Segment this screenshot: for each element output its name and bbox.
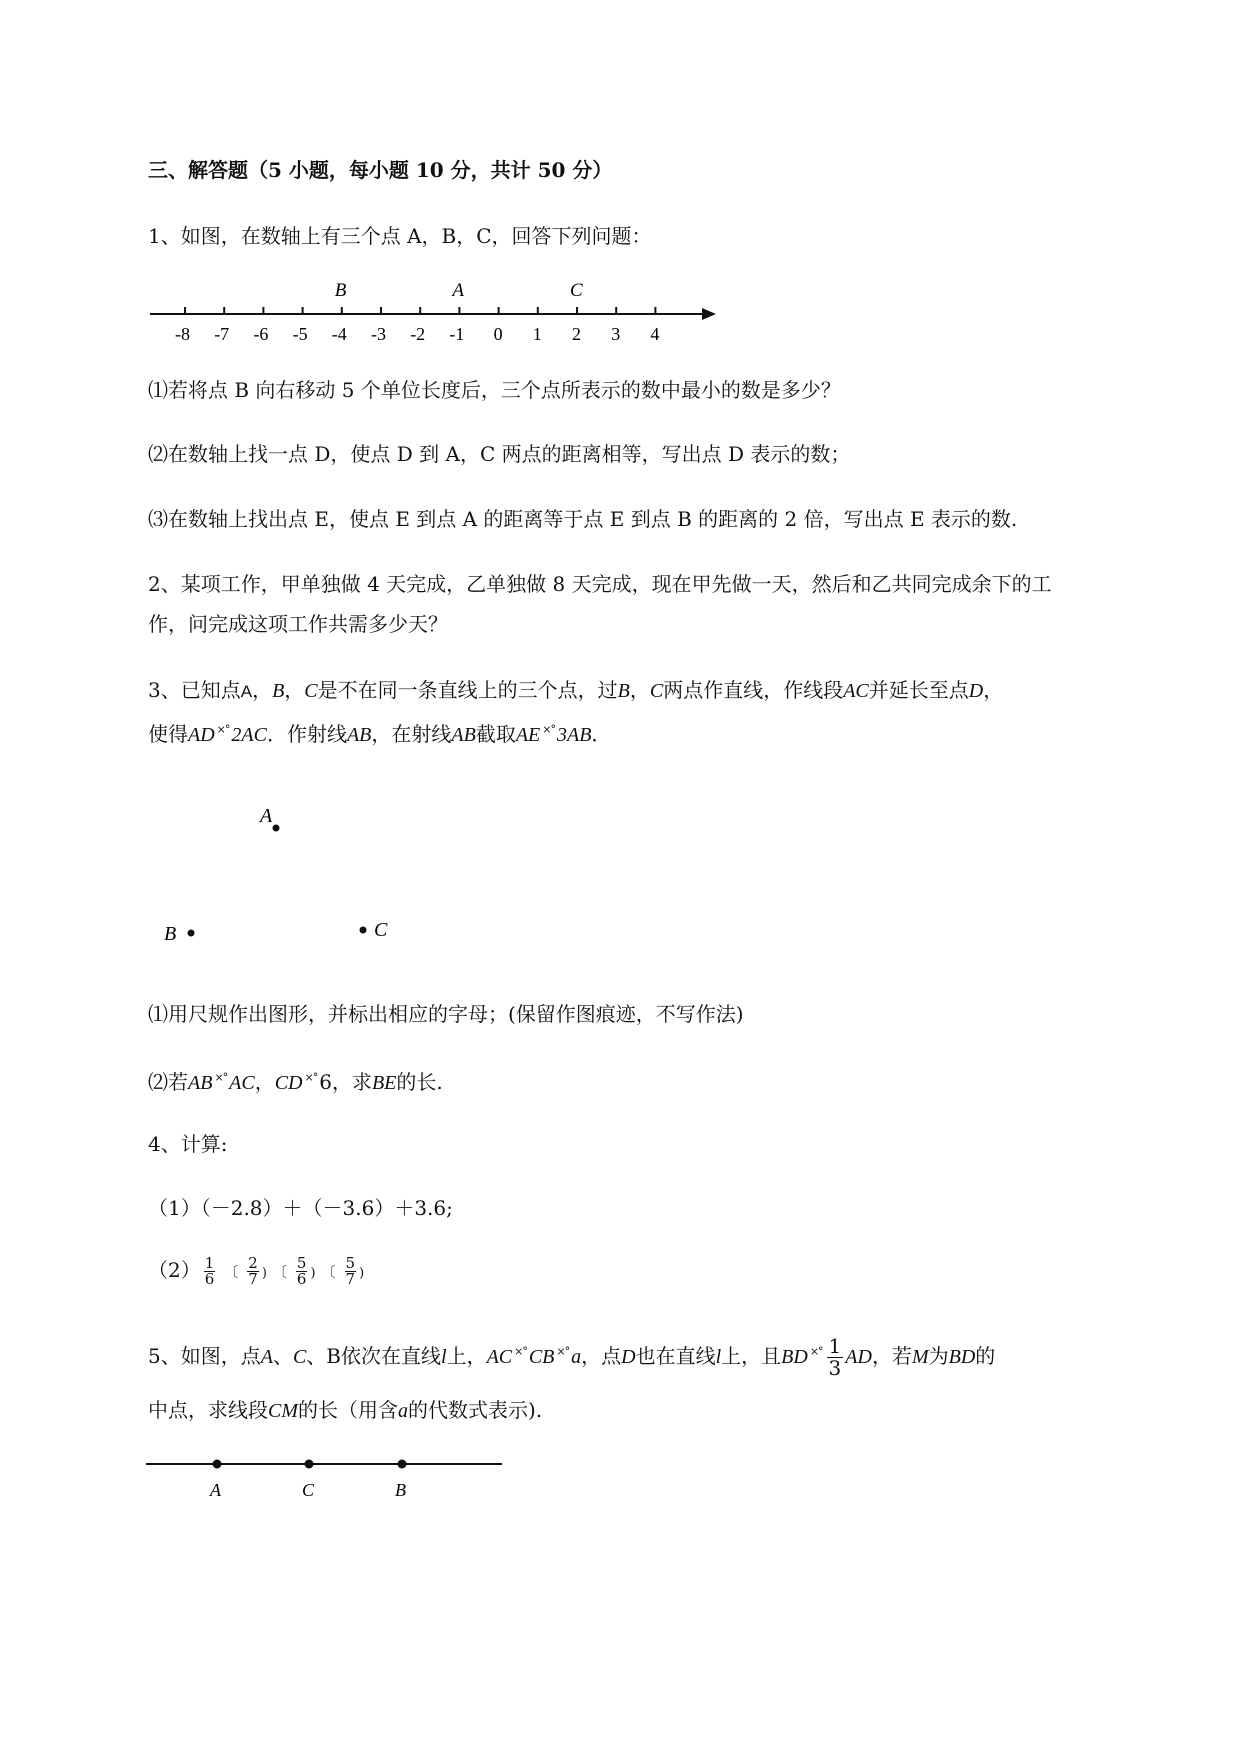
point-label-c: C	[374, 919, 388, 941]
fraction-one-third: $\frac{1}{3}$	[828, 1334, 842, 1380]
q2-line1: 2、某项工作，甲单独做 4 天完成，乙单独做 8 天完成，现在甲先做一天，然后和乙共同完成余下的工	[148, 572, 1052, 596]
arrow-icon	[702, 308, 716, 320]
point-c	[305, 1460, 314, 1469]
q1-number-line	[140, 280, 740, 346]
q4-stem: 4、计算:	[148, 1132, 228, 1156]
label-a: A	[210, 1480, 221, 1500]
tick-label: -6	[253, 324, 269, 344]
q4-part2: （2） $\frac{1}{6}$ 〔 $\frac{2}{7}$ ) 〔 $\frac{5}{6}$ ) 〔 $\frac{5}{7}$ )	[148, 1254, 365, 1288]
point-a	[213, 1460, 222, 1469]
tick-label: -7	[214, 324, 230, 344]
q1-part3: ⑶在数轴上找出点 E，使点 E 到点 A 的距离等于点 E 到点 B 的距离的 2 倍，写出点 E 表示的数.	[148, 507, 1018, 531]
q2-line2: 作，问完成这项工作共需多少天？	[148, 612, 448, 636]
tick-label: -8	[175, 324, 190, 344]
label-c: C	[302, 1480, 315, 1500]
q3-line2: 使得AD ×° 2AC．作射线AB，在射线AB截取AE ×° 3AB．	[148, 722, 612, 746]
tick-label: 3	[611, 324, 621, 344]
q1-stem: 1、如图，在数轴上有三个点 A，B，C，回答下列问题：	[148, 224, 652, 248]
tick-label: 0	[493, 324, 503, 344]
tick-label: -4	[331, 324, 347, 344]
point-label-a: A	[260, 805, 273, 827]
tick-label: -1	[449, 324, 465, 344]
tick-label: -3	[371, 324, 386, 344]
q3-part1: ⑴用尺规作出图形，并标出相应的字母；(保留作图痕迹，不写作法)	[148, 1002, 744, 1026]
q5-line2: 中点，求线段CM的长（用含a的代数式表示).	[148, 1398, 543, 1422]
bracket-glyph: 〔	[321, 1265, 336, 1281]
q5-line1: 5、如图，点A、C、B依次在直线l上，AC ×° CB ×° a，点D也在直线l上，且BD ×° $\frac{1}{3}$ AD，若M为BD的	[148, 1334, 996, 1380]
label-b: B	[395, 1480, 406, 1500]
tick-label: 4	[650, 324, 660, 344]
point-label-c: C	[570, 280, 583, 301]
point-b	[188, 930, 195, 937]
tick-label: -5	[292, 324, 308, 344]
point-label-a: A	[452, 280, 465, 301]
fraction: $\frac{2}{7}$	[248, 1254, 258, 1288]
point-label-b: B	[164, 923, 177, 945]
point-label-b: B	[334, 280, 347, 301]
bracket-glyph: 〔	[272, 1265, 287, 1281]
q4-part1: （1）（－2.8）＋（－3.6）＋3.6;	[148, 1196, 453, 1220]
point-a	[273, 825, 280, 832]
q3-line1: 3、已知点A，B，C是不在同一条直线上的三个点，过B，C两点作直线，作线段AC并延长至点D，	[148, 678, 1004, 702]
bracket-glyph: 〔	[224, 1265, 239, 1281]
fraction: $\frac{1}{6}$	[204, 1254, 215, 1288]
fraction: $\frac{5}{6}$	[296, 1254, 307, 1288]
q3-points-figure	[150, 800, 410, 950]
point-c	[360, 927, 367, 934]
tick-label: 2	[572, 324, 581, 344]
tick-label: 1	[532, 324, 542, 344]
point-b	[398, 1460, 407, 1469]
q1-part1: ⑴若将点 B 向右移动 5 个单位长度后，三个点所表示的数中最小的数是多少？	[148, 378, 841, 402]
section-title: 三、解答题（5 小题，每小题 10 分，共计 50 分）	[148, 158, 613, 182]
fraction: $\frac{5}{7}$	[345, 1254, 356, 1288]
tick-label: -2	[410, 324, 426, 344]
q1-part2: ⑵在数轴上找一点 D，使点 D 到 A，C 两点的距离相等，写出点 D 表示的数；	[148, 442, 851, 466]
q5-line-figure	[140, 1450, 520, 1510]
q3-part2: ⑵若AB ×° AC，CD ×° 6，求BE的长.	[148, 1070, 443, 1094]
